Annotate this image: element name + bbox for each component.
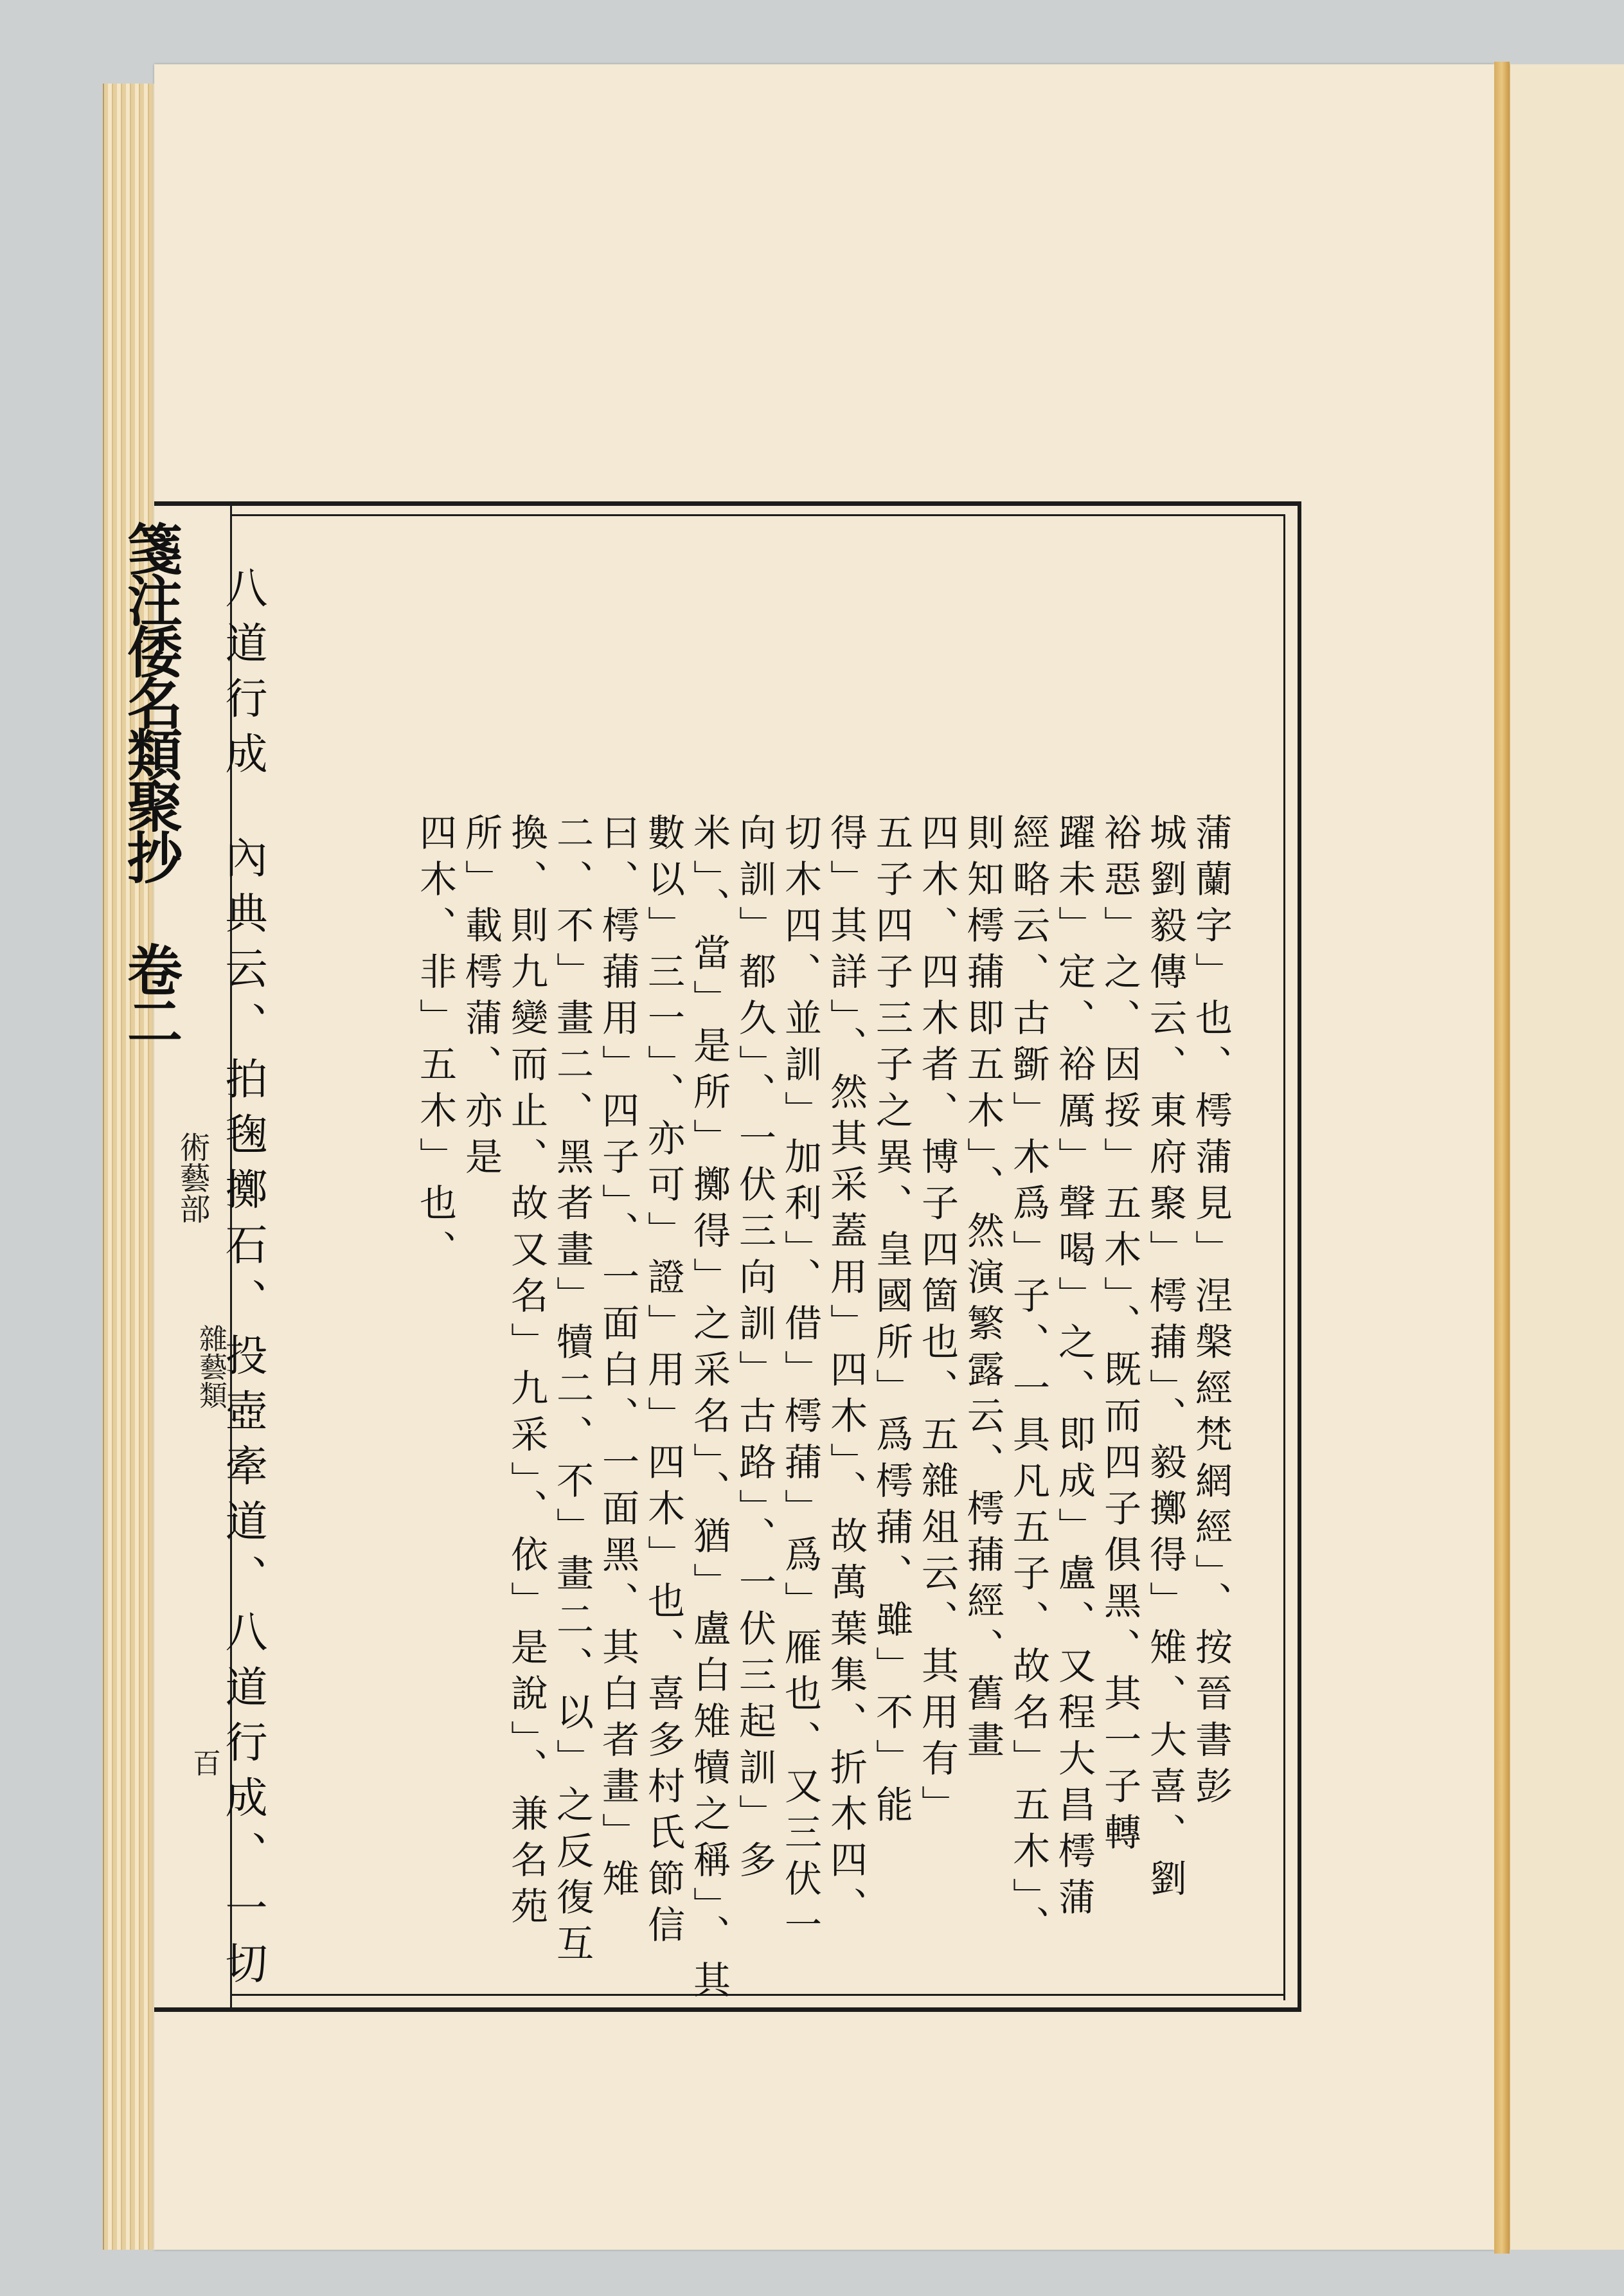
- commentary-column: 二、不」畫二、黑者畫」犢二、不」畫二、以」之反復互: [550, 813, 594, 1970]
- commentary-column: 得」其詳」、然其采蓋用」四木」、故萬葉集、折木四、: [824, 813, 868, 1933]
- commentary-column: 經略云、古斵」木爲」子、一具凡五子、故名」五木」、: [1006, 813, 1050, 1951]
- frame-right-rule: [1298, 501, 1301, 2012]
- commentary-column: 城劉毅傳云、東府聚」樗蒱」、毅擲得」雉、大喜、劉: [1143, 813, 1187, 1905]
- commentary-column: 數以」三一」、亦可」證」用」四木」也、喜多村氏節信: [641, 813, 685, 1951]
- frame-right-inner-rule: [1283, 516, 1285, 2000]
- commentary-column: 裕惡」之、因挼」五木」、既而四子俱黑、其一子轉: [1098, 813, 1141, 1859]
- facing-page: [1510, 64, 1624, 2250]
- commentary-column: 米」、當」是所」擲得」之采名」、猶」盧白雉犢之稱」、其: [687, 813, 731, 2007]
- entry-heading: 八道行成: [218, 566, 267, 787]
- commentary-column: 換、則九變而止、故又名」九采」、依」是說」、兼名苑: [504, 813, 548, 1933]
- commentary-column: 四木、非」五木」也、: [413, 813, 457, 1276]
- book-gutter: [1494, 62, 1510, 2254]
- commentary-column: 五子四子三子之異、皇國所」爲樗蒱、雖」不」能: [870, 813, 913, 1831]
- commentary-column: 曰、樗蒱用」四子」、一面白、一面黑、其白者畫」雉: [596, 813, 639, 1905]
- commentary-column: 所」載樗蒲、亦是: [459, 813, 503, 1183]
- commentary-column: 躍未」定、裕厲」聲喝」之、即成」盧、又程大昌樗蒲: [1052, 813, 1096, 1924]
- commentary-column: 蒲蘭字」也、樗蒲見」涅槃經梵網經」、按晉書彭: [1189, 813, 1233, 1813]
- category-label: 雜藝類: [194, 1324, 227, 1409]
- commentary-column: 切木四、並訓」加利」、借」樗蒱」爲」雁也、又三伏一: [778, 813, 822, 1951]
- commentary-column: 四木、四木者、博子四箇也、五雜俎云、其用有」: [915, 813, 959, 1831]
- frame-top-rule: [154, 501, 1301, 506]
- page-margin-column: [116, 514, 183, 1993]
- section-label: 術藝部: [174, 1131, 210, 1224]
- frame-inner-bottom-rule: [230, 1994, 1285, 1996]
- commentary-column: 則知樗蒱即五木」、然演繁露云、樗蒱經、舊畫: [961, 813, 1004, 1766]
- folio-number: 百: [188, 1748, 220, 1777]
- frame-inner-top-rule: [230, 514, 1285, 516]
- commentary-column: 向訓」都久」、一伏三向訓」古路」、一伏三起訓」多: [733, 813, 776, 1887]
- frame-bottom-rule: [154, 2007, 1301, 2012]
- book-title: 箋注倭名類聚抄 卷二: [118, 521, 183, 1045]
- entry-main-text: 內典云、拍毱擲石、投壺牽道、八道行成、一切: [218, 836, 267, 1996]
